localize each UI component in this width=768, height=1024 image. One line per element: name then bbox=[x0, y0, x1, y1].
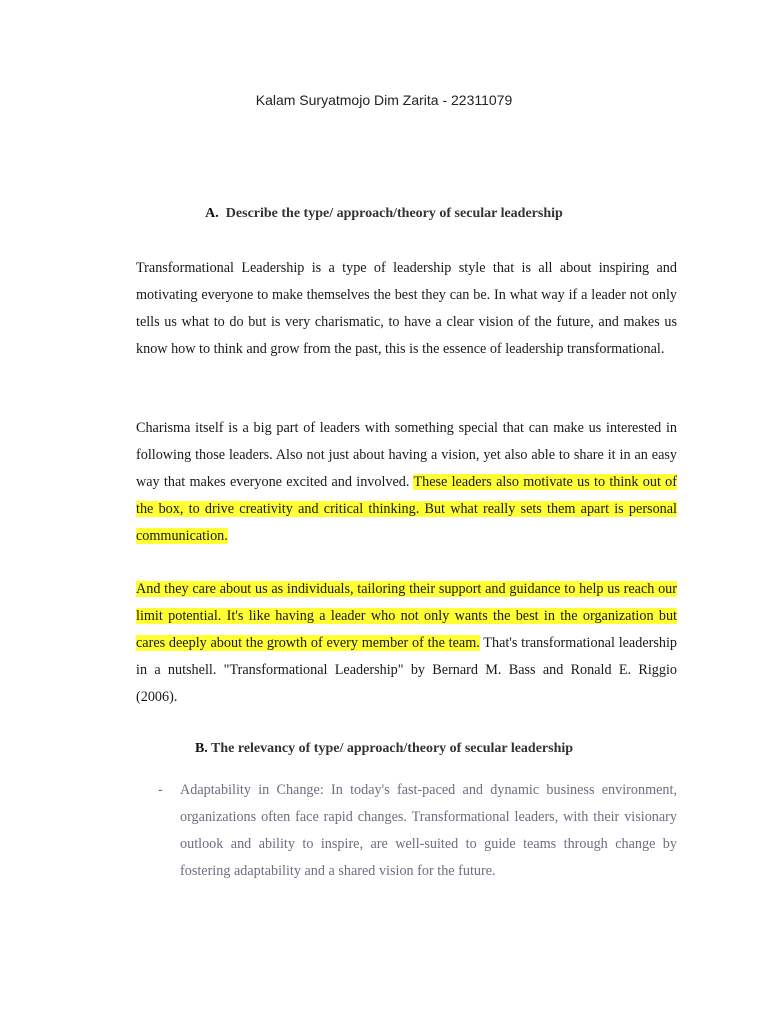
bullet-dash: - bbox=[158, 782, 163, 798]
paragraph-2 bbox=[136, 415, 677, 550]
paragraph-1: Transformational Leadership is a type of leadership style that is all about inspiring and motivating everyone to make themselves the best they can be. In what way if a leader not only tells us what to do but is very charismatic, to have a clear vision of the future, and makes us know how to think and grow from the past, this is the essence of leadership transformational. bbox=[136, 260, 677, 357]
bullet-text: Adaptability in Change: In today's fast-paced and dynamic business environment, organizations often face rapid changes. Transformational leaders, with their visionary outlook and ability to inspire, are well-suited to guide teams through change by fostering adaptability and a shared vision for the future. bbox=[180, 782, 677, 879]
paragraph-3-highlight: And they care about us as individuals, tailoring their support and guidance to help us reach our limit potential. It's like having a leader who not only wants the best in the organization but cares deeply about the growth of every member of the team. bbox=[136, 581, 677, 651]
author-line: Kalam Suryatmojo Dim Zarita - 22311079 bbox=[255, 92, 513, 108]
paragraph-3-plain: That's transformational leadership in a nutshell. "Transformational Leadership" by Bernard M. Bass and Ronald E. Riggio (2006). bbox=[136, 635, 677, 705]
section-b-title: The relevancy of type/ approach/theory of secular leadership bbox=[207, 741, 574, 756]
section-b-letter: B. bbox=[194, 741, 208, 756]
bullet-item bbox=[158, 777, 677, 885]
paragraph-3 bbox=[136, 576, 677, 711]
section-a-title: Describe the type/ approach/theory of secular leadership bbox=[225, 206, 563, 221]
paragraph-2-plain: Charisma itself is a big part of leaders with something special that can make us interested in following those leaders. Also not just about having a vision, yet also able to share it in an easy way that makes everyone excited and involved. bbox=[136, 420, 677, 490]
section-b-heading bbox=[0, 741, 768, 757]
paragraph-2-highlight: These leaders also motivate us to think out of the box, to drive creativity and critical thinking. But what really sets them apart is personal communication. bbox=[136, 474, 677, 544]
section-a-heading bbox=[0, 206, 768, 222]
section-a-letter: A. bbox=[205, 206, 219, 221]
